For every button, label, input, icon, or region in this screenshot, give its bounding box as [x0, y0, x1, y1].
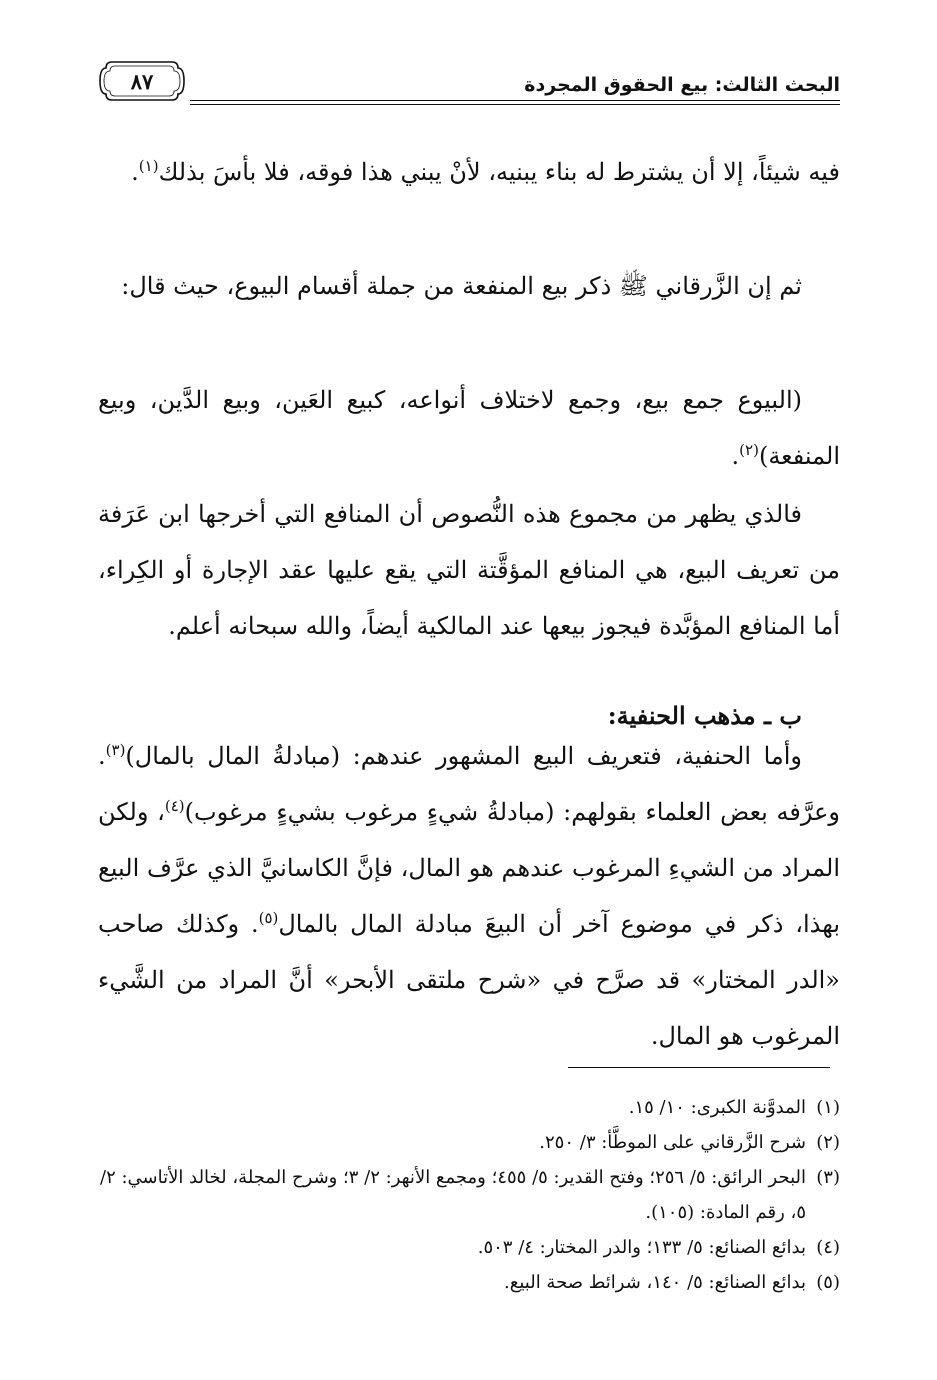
paragraph-3-text: (البيوع جمع بيع، وجمع لاختلاف أنواعه، كبيع العَين، وبيع الدَّين، وبيع المنفعة) — [98, 386, 840, 470]
footnote-ref-2[interactable]: (٢) — [739, 441, 759, 459]
footnote-text: المدوَّنة الكبرى: ١٠/ ١٥. — [628, 1097, 806, 1118]
paragraph-5-text-1: وأما الحنفية، فتعريف البيع المشهور عندهم: (مبادلةُ المال بالمال) — [125, 742, 802, 770]
running-title: البحث الثالث: بيع الحقوق المجردة — [524, 74, 840, 96]
footnote-number: (٥) — [816, 1272, 840, 1293]
footnote-number: (١) — [816, 1097, 840, 1118]
paragraph-5-text-3: ، ولكن المراد من الشيءِ المرغوب عندهم هو المال، فإنَّ الكاسانيَّ الذي عرَّف البيع بهذا، ذكر في موضوع آخر أن البيعَ مبادلة المال بالمال — [98, 798, 841, 938]
paragraph-5-text-4: . وكذلك صاحب «الدر المختار» قد صرَّح في «شرح ملتقى الأبحر» أنَّ المراد من الشَّيء المرغوب هو المال. — [98, 910, 840, 1050]
paragraph-5 — [98, 728, 840, 1064]
header-rule — [190, 100, 840, 101]
footnote-ref-4[interactable]: (٤) — [164, 797, 185, 815]
paragraph-2 — [98, 258, 840, 314]
footnote-number: (٢) — [816, 1132, 840, 1153]
paragraph-2-text: ثم إن الزَّرقاني ﷺ ذكر بيع المنفعة من جملة أقسام البيوع، حيث قال: — [121, 272, 802, 300]
footnote-text: بدائع الصنائع: ٥/ ١٣٣؛ والدر المختار: ٤/ ٥٠٣. — [477, 1237, 806, 1258]
footnote-number: (٤) — [816, 1237, 840, 1258]
header-rule-thin — [190, 104, 840, 105]
footnote-item — [98, 1160, 840, 1230]
paragraph-1-text: فيه شيئاً، إلا أن يشترط له بناء يبنيه، لأنْ يبني هذا فوقه، فلا بأسَ بذلك — [158, 158, 840, 186]
footnote-ref-3[interactable]: (٣) — [105, 741, 126, 759]
section-subheading: ب ـ مذهب الحنفية: — [607, 701, 802, 730]
paragraph-1-tail: . — [131, 158, 139, 186]
footnote-ref-1[interactable]: (١) — [138, 157, 159, 175]
paragraph-4-text: فالذي يظهر من مجموع هذه النُّصوص أن المنافع التي أخرجها ابن عَرَفة من تعريف البيع، هي المنافع المؤقَّتة التي يقع عليها عقد الإجارة أو الكِراء، أما المنافع المؤبَّدة فيجوز بيعها عند المالكية أيضاً، والله سبحانه أعلم. — [98, 500, 840, 640]
page-header — [98, 58, 840, 108]
page-number: ٨٧ — [130, 68, 154, 94]
paragraph-5-text-2: . وعرَّفه بعض العلماء بقولهم: (مبادلةُ شيءٍ مرغوب بشيءٍ مرغوب) — [98, 742, 841, 826]
footnote-item — [98, 1090, 840, 1125]
page-number-badge — [98, 58, 186, 104]
footnote-item — [98, 1265, 840, 1300]
footnote-separator — [568, 1067, 830, 1068]
footnote-text: البحر الرائق: ٥/ ٢٥٦؛ وفتح القدير: ٥/ ٤٥٥؛ ومجمع الأنهر: ٢/ ٣؛ وشرح المجلة، لخالد الأتاسي: ٢/ ٥، رقم المادة: (١٠٥). — [100, 1167, 806, 1223]
footnote-item — [98, 1125, 840, 1160]
footnote-ref-5[interactable]: (٥) — [258, 909, 279, 927]
quotation-paragraph — [98, 372, 840, 484]
footnote-text: بدائع الصنائع: ٥/ ١٤٠، شرائط صحة البيع. — [504, 1272, 806, 1293]
paragraph-3-tail: . — [731, 442, 740, 470]
footnotes — [98, 1090, 840, 1300]
footnote-item — [98, 1230, 840, 1265]
footnote-text: شرح الزَّرقاني على الموطَّأ: ٣/ ٢٥٠. — [539, 1132, 806, 1153]
paragraph-1 — [98, 144, 840, 200]
paragraph-4 — [98, 486, 840, 654]
footnote-number: (٣) — [816, 1167, 840, 1188]
